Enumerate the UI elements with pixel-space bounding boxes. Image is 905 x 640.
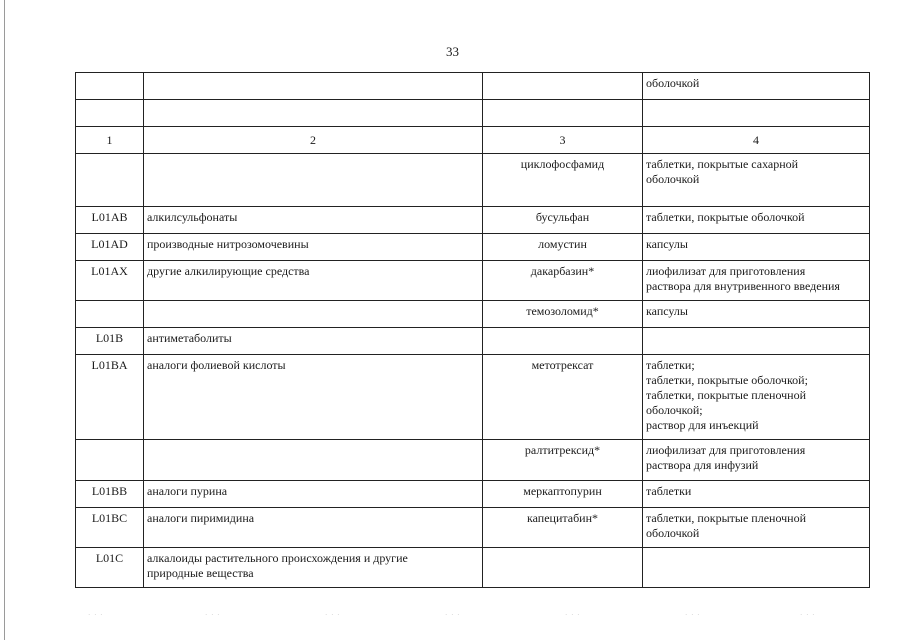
table-row (76, 355, 870, 440)
dosage-form-cell (643, 100, 870, 127)
cell-line: таблетки, покрытые оболочкой; (646, 373, 808, 387)
group-name-cell (144, 154, 483, 207)
dosage-form-cell (643, 154, 870, 207)
cell-line: лиофилизат для приготовления (646, 443, 806, 457)
table-row (76, 440, 870, 481)
drug-name-cell (483, 73, 643, 100)
atc-code-cell: L01BB (76, 481, 144, 508)
cell-line: таблетки; (646, 358, 695, 372)
drug-name-cell (483, 548, 643, 588)
drug-name-cell: метотрексат (483, 355, 643, 440)
group-name-cell: аналоги пиримидина (144, 508, 483, 548)
group-name-cell: другие алкилирующие средства (144, 261, 483, 301)
table-row (76, 481, 870, 508)
cell-line: таблетки, покрытые сахарной (646, 157, 799, 171)
dosage-form-cell (643, 261, 870, 301)
cell-line: капсулы (646, 304, 688, 318)
cell-line: раствора для инфузий (646, 458, 759, 472)
cell-line: раствора для внутривенного введения (646, 279, 840, 293)
column-number: 2 (144, 127, 483, 154)
atc-code-cell: L01AD (76, 234, 144, 261)
dosage-form-cell (643, 548, 870, 588)
cell-line: таблетки, покрытые пленочной (646, 511, 807, 525)
atc-code-cell: L01B (76, 328, 144, 355)
group-name-cell (144, 548, 483, 588)
table-row (76, 100, 870, 127)
atc-code-cell: L01BA (76, 355, 144, 440)
dosage-form-cell (643, 207, 870, 234)
scan-noise: · · · (325, 611, 341, 619)
scan-noise: · · · (445, 611, 461, 619)
atc-code-cell: L01AB (76, 207, 144, 234)
page-number: 33 (446, 44, 459, 59)
scan-noise: · · · (205, 611, 221, 619)
cell-line: алкалоиды растительного происхождения и другие (147, 551, 408, 565)
group-name-cell (144, 73, 483, 100)
dosage-form-cell (643, 440, 870, 481)
scan-noise: · · · (685, 611, 701, 619)
cell-line: оболочкой (646, 526, 700, 540)
cell-line: раствор для инъекций (646, 418, 759, 432)
group-name-cell (144, 440, 483, 481)
group-name-cell: антиметаболиты (144, 328, 483, 355)
table-row (76, 154, 870, 207)
group-name-cell: производные нитрозомочевины (144, 234, 483, 261)
cell-line: оболочкой; (646, 403, 703, 417)
cell-line: лиофилизат для приготовления (646, 264, 806, 278)
atc-code-cell (76, 73, 144, 100)
medication-rows (76, 154, 870, 588)
scan-margin-line (4, 0, 5, 640)
table-row (76, 234, 870, 261)
atc-code-cell (76, 154, 144, 207)
drug-name-cell: ралтитрексид* (483, 440, 643, 481)
table-row (76, 301, 870, 328)
cell-line: таблетки (646, 484, 692, 498)
table-row (76, 548, 870, 588)
column-number: 1 (76, 127, 144, 154)
group-name-cell: алкилсульфонаты (144, 207, 483, 234)
drug-name-cell: меркаптопурин (483, 481, 643, 508)
group-name-cell: аналоги пурина (144, 481, 483, 508)
drug-name-cell: бусульфан (483, 207, 643, 234)
atc-code-cell: L01C (76, 548, 144, 588)
cell-line: таблетки, покрытые оболочкой (646, 210, 805, 224)
dosage-form-cell (643, 481, 870, 508)
drug-name-cell: дакарбазин* (483, 261, 643, 301)
atc-code-cell (76, 301, 144, 328)
dosage-form-cell (643, 508, 870, 548)
table-row (76, 261, 870, 301)
cell-line: природные вещества (147, 566, 254, 580)
drug-name-cell: циклофосфамид (483, 154, 643, 207)
table-row (76, 207, 870, 234)
dosage-form-cell (643, 328, 870, 355)
atc-code-cell (76, 100, 144, 127)
scan-noise: · · · (88, 611, 104, 619)
atc-code-cell: L01BC (76, 508, 144, 548)
dosage-form-cell (643, 355, 870, 440)
atc-code-cell: L01AX (76, 261, 144, 301)
drug-name-cell: капецитабин* (483, 508, 643, 548)
group-name-cell (144, 100, 483, 127)
column-number: 3 (483, 127, 643, 154)
drug-name-cell: ломустин (483, 234, 643, 261)
scan-noise: · · · (800, 611, 816, 619)
drug-name-cell (483, 100, 643, 127)
table-row (76, 508, 870, 548)
group-name-cell: аналоги фолиевой кислоты (144, 355, 483, 440)
drug-name-cell: темозоломид* (483, 301, 643, 328)
cell-line: таблетки, покрытые пленочной (646, 388, 807, 402)
scan-noise: · · · (565, 611, 581, 619)
dosage-form-cell: оболочкой (643, 73, 870, 100)
dosage-form-cell (643, 301, 870, 328)
cell-line: оболочкой (646, 172, 700, 186)
column-number-row (76, 127, 870, 154)
medication-table (75, 72, 870, 588)
atc-code-cell (76, 440, 144, 481)
group-name-cell (144, 301, 483, 328)
column-number: 4 (643, 127, 870, 154)
table-row (76, 328, 870, 355)
cell-line: капсулы (646, 237, 688, 251)
table-row (76, 73, 870, 100)
dosage-form-cell (643, 234, 870, 261)
drug-name-cell (483, 328, 643, 355)
